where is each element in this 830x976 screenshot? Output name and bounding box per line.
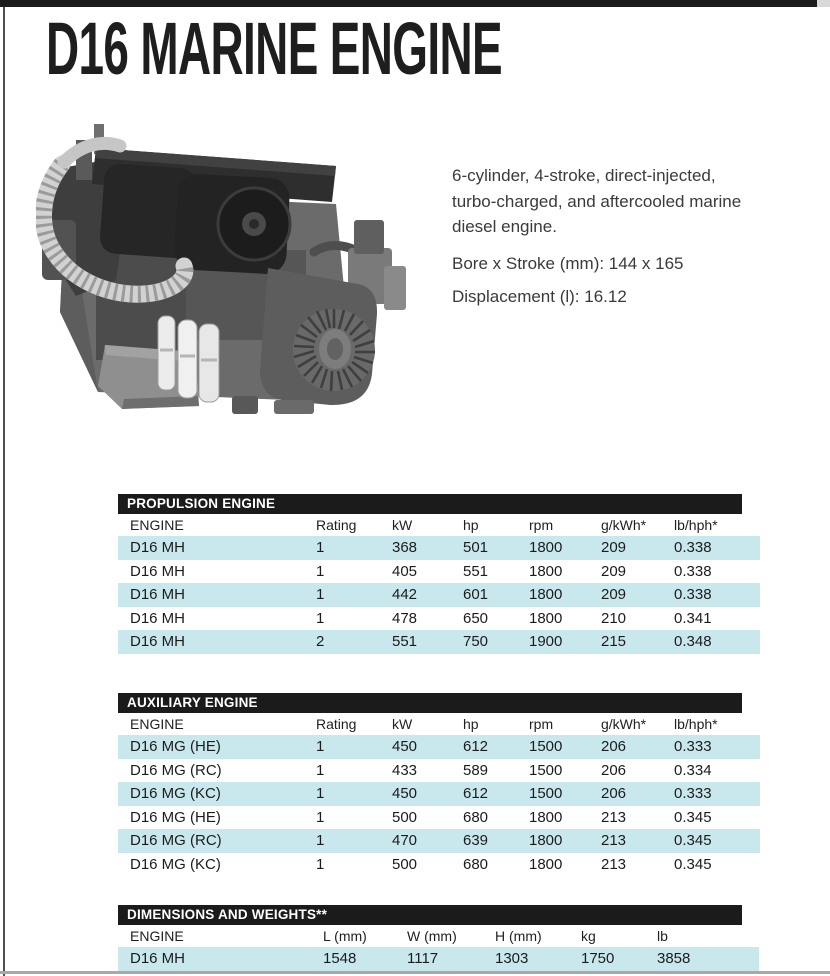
engine-specs [452, 163, 797, 310]
table-row [118, 782, 760, 806]
table-cell: 612 [463, 738, 489, 756]
table-cell: 213 [601, 832, 627, 850]
table-cell: 209 [601, 586, 627, 604]
table-row [118, 735, 760, 759]
table-cell: 206 [601, 785, 627, 803]
table-body [118, 536, 760, 654]
table-cell: 442 [392, 586, 418, 604]
table-cell: 750 [463, 633, 489, 651]
table-cell: 405 [392, 562, 418, 580]
table-cell: 213 [601, 855, 627, 873]
table-cell: 209 [601, 539, 627, 557]
column-header: Rating [316, 517, 357, 533]
column-header: lb [657, 928, 668, 944]
table-cell: 450 [392, 738, 418, 756]
table-header-row [118, 925, 759, 947]
table-cell: D16 MH [130, 633, 186, 651]
table-cell: 1800 [529, 832, 563, 850]
table-cell: 1800 [529, 808, 563, 826]
page-left-edge [3, 7, 5, 976]
table-row [118, 630, 760, 654]
table-cell: 210 [601, 609, 627, 627]
table-cell: 1 [316, 562, 325, 580]
column-header: lb/hph* [674, 517, 718, 533]
engine-photo [36, 100, 448, 440]
table-cell: D16 MG (KC) [130, 785, 221, 803]
table-row [118, 829, 760, 853]
column-header: hp [463, 716, 479, 732]
table-header-row [118, 514, 760, 536]
column-header: kg [581, 928, 596, 944]
column-header: ENGINE [130, 716, 184, 732]
table-cell: 433 [392, 761, 418, 779]
table-cell: 639 [463, 832, 489, 850]
table-cell: 1900 [529, 633, 563, 651]
spec-table [118, 713, 760, 876]
engine-illustration [36, 100, 448, 440]
table-cell: 0.338 [674, 586, 712, 604]
table-cell: 1 [316, 586, 325, 604]
table-cell: 206 [601, 761, 627, 779]
table-header [118, 514, 760, 536]
table-cell: 450 [392, 785, 418, 803]
table-cell: 680 [463, 808, 489, 826]
table-cell: 680 [463, 855, 489, 873]
table-header-row [118, 713, 760, 735]
column-header: ENGINE [130, 517, 184, 533]
table-cell: D16 MG (RC) [130, 832, 222, 850]
table-row [118, 607, 760, 631]
table-cell: 0.345 [674, 855, 712, 873]
column-header: W (mm) [407, 928, 457, 944]
table-cell: 1800 [529, 855, 563, 873]
table-cell: 1800 [529, 539, 563, 557]
page-bottom-edge [0, 971, 830, 974]
table-cell: 213 [601, 808, 627, 826]
table-cell: 1 [316, 832, 325, 850]
table-cell: 500 [392, 808, 418, 826]
table-cell: 3858 [657, 950, 691, 968]
table-cell: 0.338 [674, 562, 712, 580]
table-cell: 0.345 [674, 808, 712, 826]
column-header: lb/hph* [674, 716, 718, 732]
table-cell: 0.333 [674, 785, 712, 803]
table-cell: 1 [316, 761, 325, 779]
column-header: H (mm) [495, 928, 542, 944]
table-row [118, 536, 760, 560]
table-cell: D16 MH [130, 539, 186, 557]
table-cell: 1 [316, 808, 325, 826]
table-body [118, 947, 759, 971]
engine-description-line: turbo-charged, and aftercooled marine [452, 191, 742, 211]
table-cell: 1800 [529, 586, 563, 604]
column-header: hp [463, 517, 479, 533]
table-title-bar: AUXILIARY ENGINE [118, 693, 742, 713]
bore-stroke-spec: Bore x Stroke (mm): 144 x 165 [452, 253, 684, 273]
table-cell: 551 [392, 633, 418, 651]
dimensions-weights-table [118, 905, 742, 971]
table-cell: 209 [601, 562, 627, 580]
table-header [118, 713, 760, 735]
table-cell: 551 [463, 562, 489, 580]
column-header: g/kWh* [601, 517, 647, 533]
table-cell: 1548 [323, 950, 357, 968]
table-cell: 0.345 [674, 832, 712, 850]
table-cell: 2 [316, 633, 325, 651]
table-body [118, 735, 760, 876]
table-cell: 589 [463, 761, 489, 779]
table-cell: 1 [316, 609, 325, 627]
table-cell: 0.333 [674, 738, 712, 756]
engine-description-line: diesel engine. [452, 217, 557, 236]
table-row [118, 583, 760, 607]
table-cell: 1 [316, 785, 325, 803]
table-cell: D16 MH [130, 609, 186, 627]
column-header: rpm [529, 716, 554, 732]
table-row [118, 806, 760, 830]
table-cell: 1800 [529, 609, 563, 627]
table-row [118, 560, 760, 584]
column-header: L (mm) [323, 928, 367, 944]
page-top-border-corner [817, 0, 830, 7]
column-header: g/kWh* [601, 716, 647, 732]
table-cell: D16 MG (HE) [130, 808, 221, 826]
table-cell: 206 [601, 738, 627, 756]
table-cell: 0.334 [674, 761, 712, 779]
table-cell: 1 [316, 738, 325, 756]
spec-table [118, 925, 759, 971]
propulsion-engine-table [118, 494, 742, 654]
table-cell: 1303 [495, 950, 529, 968]
displacement-spec: Displacement (l): 16.12 [452, 287, 627, 306]
table-row [118, 759, 760, 783]
table-cell: 500 [392, 855, 418, 873]
table-cell: 1 [316, 539, 325, 557]
table-cell: 0.348 [674, 633, 712, 651]
column-header: kW [392, 716, 413, 732]
column-header: rpm [529, 517, 554, 533]
table-cell: 1750 [581, 950, 615, 968]
table-cell: D16 MH [130, 950, 186, 968]
spec-table [118, 514, 760, 654]
table-cell: 0.338 [674, 539, 712, 557]
table-header [118, 925, 759, 947]
column-header: ENGINE [130, 928, 184, 944]
table-cell: 612 [463, 785, 489, 803]
engine-description-line: 6-cylinder, 4-stroke, direct-injected, [452, 166, 716, 185]
table-row [118, 947, 759, 971]
table-cell: 215 [601, 633, 627, 651]
table-cell: 1500 [529, 738, 563, 756]
table-cell: 1500 [529, 761, 563, 779]
table-title-bar: DIMENSIONS AND WEIGHTS** [118, 905, 742, 925]
table-cell: D16 MG (KC) [130, 855, 221, 873]
table-cell: 650 [463, 609, 489, 627]
table-cell: 601 [463, 586, 489, 604]
table-cell: 470 [392, 832, 418, 850]
table-cell: D16 MG (RC) [130, 761, 222, 779]
table-cell: 1 [316, 855, 325, 873]
column-header: kW [392, 517, 413, 533]
table-title-bar: PROPULSION ENGINE [118, 494, 742, 514]
column-header: Rating [316, 716, 357, 732]
table-cell: D16 MG (HE) [130, 738, 221, 756]
table-cell: 368 [392, 539, 418, 557]
table-cell: D16 MH [130, 562, 186, 580]
table-cell: 501 [463, 539, 489, 557]
page-title: D16 MARINE ENGINE [46, 7, 502, 90]
table-cell: 478 [392, 609, 418, 627]
table-cell: 1800 [529, 562, 563, 580]
auxiliary-engine-table [118, 693, 742, 876]
table-cell: 1117 [407, 950, 439, 968]
table-cell: D16 MH [130, 586, 186, 604]
table-cell: 0.341 [674, 609, 712, 627]
table-row [118, 853, 760, 877]
table-cell: 1500 [529, 785, 563, 803]
